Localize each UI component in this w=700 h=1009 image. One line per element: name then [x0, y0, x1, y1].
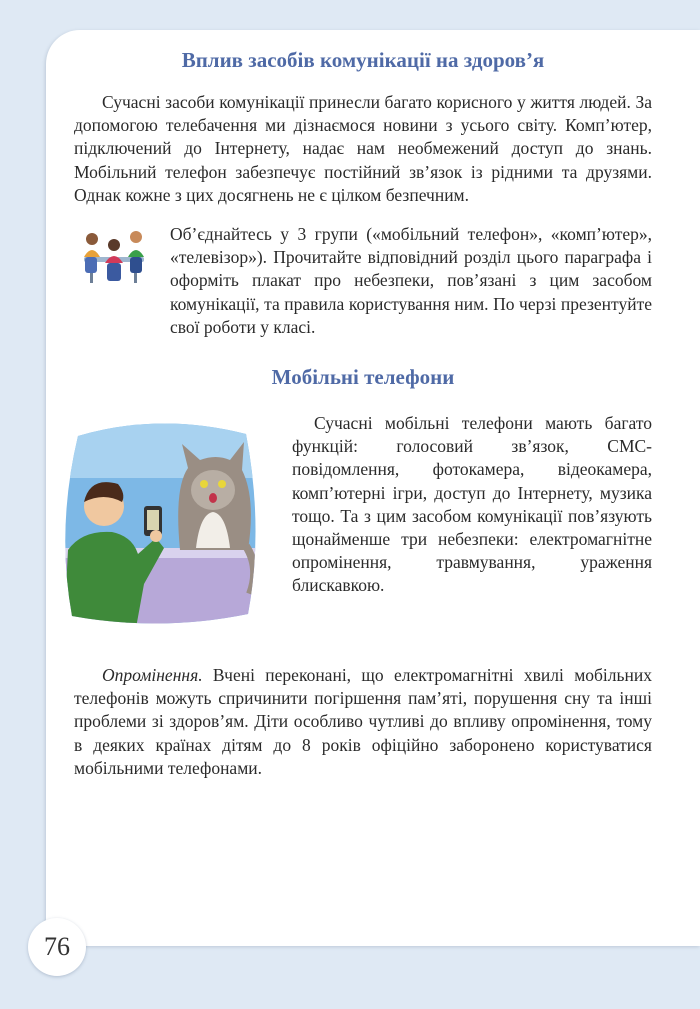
- section-title: Вплив засобів комунікації на здоров’я: [181, 48, 545, 72]
- page-number: 76: [28, 918, 86, 976]
- intro-paragraph: Сучасні засоби комунікації принесли багато корисного у життя людей. За допомогою телебачення ми дізнаємося новини з усього світу. Комп’ютер, підключений до Інтернету, надає нам необмежений доступ до знань. Мобільний телефон забезпечує постійний зв’язок із рідними та друзями. Однак кожне з цих досягнень не є цілком безпечним.: [74, 92, 652, 205]
- group-task-block: [74, 223, 652, 339]
- mobile-phones-block: [74, 412, 652, 662]
- textbook-page: [46, 30, 700, 946]
- page-content: [74, 48, 652, 780]
- boy-photographing-cat-illustration: [60, 418, 260, 628]
- group-task-text: Об’єднайтесь у 3 групи («мобільний телефон», «комп’ютер», «телевізор»). Прочитайте відповідний розділ цього параграфа і оформіть плакат про небезпеки, пов’язані з цим засобом комунікації, та правила користування ним. По черзі презентуйте свої роботи у класі.: [170, 224, 652, 337]
- subsection-title: Мобільні телефони: [271, 365, 455, 390]
- radiation-paragraph: [74, 664, 652, 780]
- radiation-term: Опромінення.: [102, 665, 203, 686]
- mobile-phones-paragraph: Сучасні мобільні телефони мають багато функцій: голосовий зв’язок, СМС-повідомлення, фотокамера, відеокамера, комп’ютерні ігри, доступ до Інтернету, музика тощо. Та з цим засобом комунікації пов’язують щонайменше три небезпеки: електромагнітне опромінення, травмування, ураження блискавкою.: [292, 413, 652, 596]
- radiation-text: Вчені переконані, що електромагнітні хвилі мобільних телефонів можуть спричинити погіршення пам’яті, порушення сну та інші проблеми зі здоров’ям. Діти особливо чутливі до впливу опромінення, тому в деяких країнах дітям до 8 років офіційно заборонено користуватися мобільними телефонами.: [74, 665, 652, 778]
- mobile-phones-text: [292, 412, 652, 598]
- group-work-icon: [76, 227, 152, 291]
